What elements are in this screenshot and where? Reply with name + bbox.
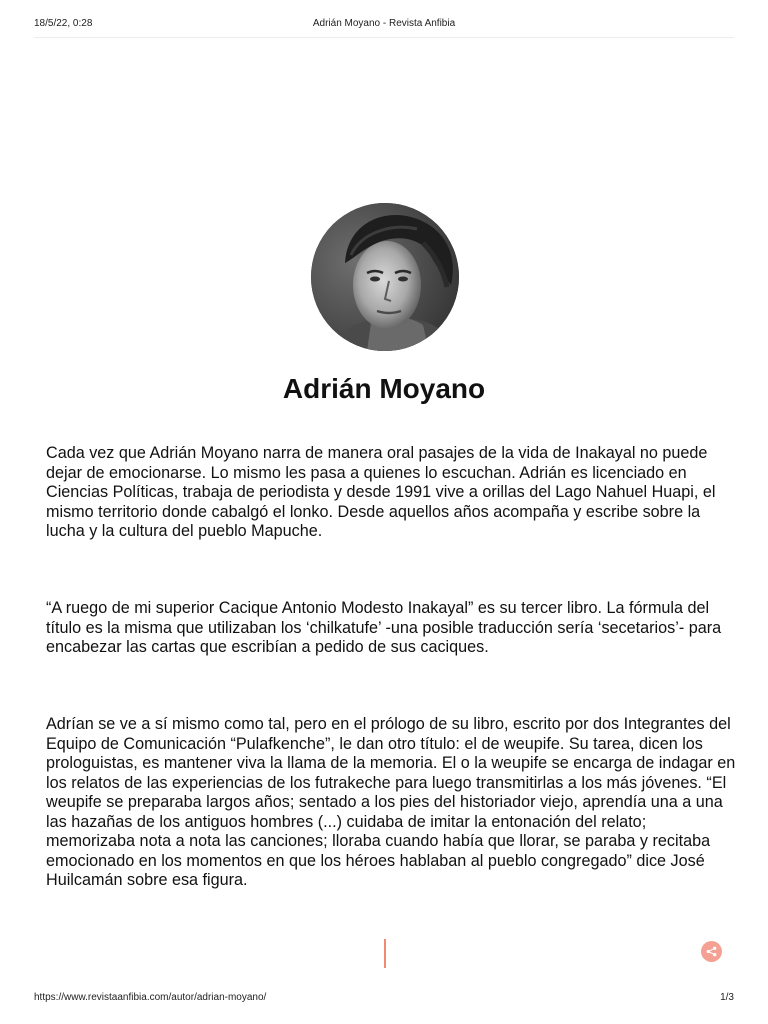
header-divider [34,37,734,38]
bio-paragraph-2: “A ruego de mi superior Cacique Antonio Modesto Inakayal” es su tercer libro. La fórmula del título es la misma que utilizaban los ‘chilkatufe’ -una posible traducción sería ‘secetarios’- para encabezar las cartas que escribían a pedido de sus caciques. [46,599,722,656]
share-icon [706,946,717,957]
author-name: Adrián Moyano [282,373,486,404]
bio-paragraph-1: Cada vez que Adrián Moyano narra de manera oral pasajes de la vida de Inakayal no puede dejar de emocionarse. Lo mismo les pasa a quienes lo escuchan. Adrián es licenciado en Ciencias Políticas, trabaja de periodista y desde 1991 vive a orillas del Lago Nahuel Huapi, el mismo territorio donde cabalgó el lonko. Desde aquellos años acompaña y escribe sobre la lucha y la cultura del pueblo Mapuche. [46,444,716,540]
share-button[interactable] [701,941,722,962]
print-page-title: Adrián Moyano - Revista Anfibia [312,18,456,29]
page-url: https://www.revistaanfibia.com/autor/adrian-moyano/ [34,992,267,1003]
author-avatar [311,203,459,351]
bio-paragraph-3: Adrían se ve a sí mismo como tal, pero en el prólogo de su libro, escrito por dos Integrantes del Equipo de Comunicación “Pulafkenche”, le dan otro título: el de weupife. Su tarea, dicen los prologuistas, es mantener viva la llama de la memoria. El o la weupife se encarga de indagar en los relatos de las experiencias de los futrakeche para luego transmitirlas a los más jóvenes. “El weupife se preparaba largos años; sentado a los pies del historiador viejo, aprendía una a una las hazañas de los antiguos hombres (...) cuidaba de imitar la entonación del relato; memorizaba nota a nota las canciones; lloraba cuando había que llorar, se paraba y recitaba emocionado en los momentos en que los héroes hablaban al pueblo congregado” dice José Huilcamán sobre esa figura. [46,715,736,889]
print-header [34,18,734,32]
print-date: 18/5/22, 0:28 [34,18,93,29]
section-divider-mark [384,939,386,968]
print-footer [34,992,734,1006]
page-number: 1/3 [720,992,734,1003]
author-portrait-icon [311,203,459,351]
